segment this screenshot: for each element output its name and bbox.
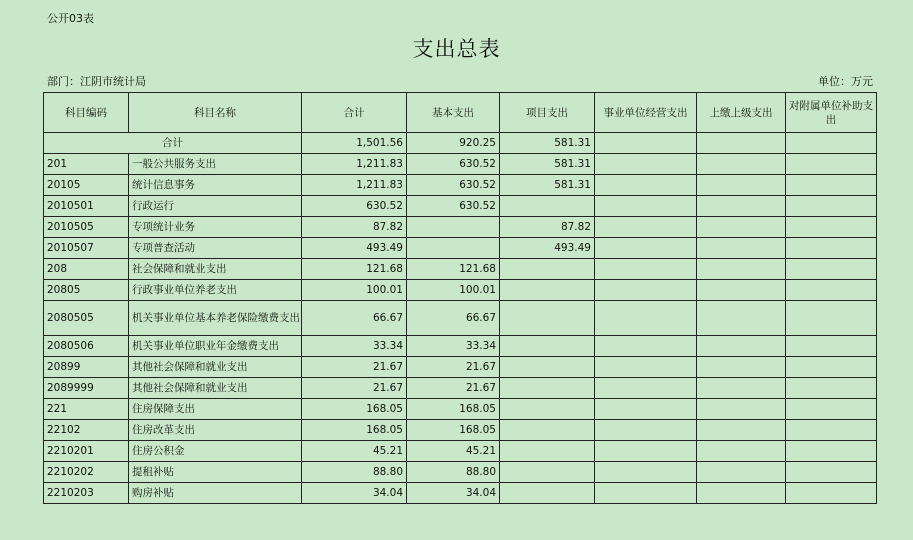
code-cell: 2080505: [44, 301, 129, 336]
basic-cell: 88.80: [407, 462, 500, 483]
upper-cell: [697, 420, 786, 441]
table-row: [44, 483, 877, 504]
business-cell: [595, 378, 697, 399]
upper-cell: [697, 399, 786, 420]
project-cell: [500, 301, 595, 336]
table-row: [44, 280, 877, 301]
total-cell: 34.04: [302, 483, 407, 504]
subsidy-cell: [786, 357, 877, 378]
total-cell: 100.01: [302, 280, 407, 301]
total-cell: 630.52: [302, 196, 407, 217]
project-cell: [500, 196, 595, 217]
basic-cell: 168.05: [407, 399, 500, 420]
name-cell: 其他社会保障和就业支出: [129, 357, 302, 378]
subsidy-cell: [786, 217, 877, 238]
subsidy-cell: [786, 336, 877, 357]
total-cell-upper: [697, 133, 786, 154]
name-cell: 专项普查活动: [129, 238, 302, 259]
code-cell: 20805: [44, 280, 129, 301]
project-cell: [500, 462, 595, 483]
subsidy-cell: [786, 238, 877, 259]
total-cell-basic: 920.25: [407, 133, 500, 154]
business-cell: [595, 420, 697, 441]
project-cell: [500, 483, 595, 504]
upper-cell: [697, 357, 786, 378]
basic-cell: 630.52: [407, 154, 500, 175]
table-header-row: [44, 93, 877, 133]
basic-cell: 33.34: [407, 336, 500, 357]
name-cell: 住房公积金: [129, 441, 302, 462]
table-row: [44, 357, 877, 378]
total-cell: 168.05: [302, 399, 407, 420]
total-cell-total: 1,501.56: [302, 133, 407, 154]
column-header-business: 事业单位经营支出: [595, 93, 697, 133]
upper-cell: [697, 336, 786, 357]
business-cell: [595, 259, 697, 280]
table-row: [44, 420, 877, 441]
project-cell: [500, 378, 595, 399]
project-cell: 581.31: [500, 175, 595, 196]
total-row: [44, 133, 877, 154]
subsidy-cell: [786, 399, 877, 420]
business-cell: [595, 441, 697, 462]
unit-label: 单位：万元: [818, 75, 873, 88]
upper-cell: [697, 154, 786, 175]
business-cell: [595, 399, 697, 420]
project-cell: [500, 399, 595, 420]
name-cell: 机关事业单位职业年金缴费支出: [129, 336, 302, 357]
total-cell-business: [595, 133, 697, 154]
upper-cell: [697, 462, 786, 483]
basic-cell: 100.01: [407, 280, 500, 301]
table-row: [44, 259, 877, 280]
upper-cell: [697, 196, 786, 217]
code-cell: 2010501: [44, 196, 129, 217]
code-cell: 221: [44, 399, 129, 420]
column-header-total: 合计: [302, 93, 407, 133]
subsidy-cell: [786, 378, 877, 399]
total-cell: 45.21: [302, 441, 407, 462]
business-cell: [595, 217, 697, 238]
total-cell: 21.67: [302, 357, 407, 378]
subsidy-cell: [786, 301, 877, 336]
project-cell: [500, 420, 595, 441]
project-cell: [500, 259, 595, 280]
basic-cell: 630.52: [407, 196, 500, 217]
total-cell: 88.80: [302, 462, 407, 483]
table-row: [44, 238, 877, 259]
business-cell: [595, 196, 697, 217]
table-row: [44, 217, 877, 238]
column-header-upper: 上缴上级支出: [697, 93, 786, 133]
upper-cell: [697, 483, 786, 504]
project-cell: [500, 336, 595, 357]
subsidy-cell: [786, 154, 877, 175]
table-row: [44, 441, 877, 462]
column-header-code: 科目编码: [44, 93, 129, 133]
table-row: [44, 154, 877, 175]
subsidy-cell: [786, 441, 877, 462]
basic-cell: 121.68: [407, 259, 500, 280]
project-cell: [500, 357, 595, 378]
column-header-project: 项目支出: [500, 93, 595, 133]
total-cell-project: 581.31: [500, 133, 595, 154]
project-cell: 87.82: [500, 217, 595, 238]
total-cell: 33.34: [302, 336, 407, 357]
total-cell: 1,211.83: [302, 175, 407, 196]
basic-cell: 21.67: [407, 378, 500, 399]
total-cell: 66.67: [302, 301, 407, 336]
table-row: [44, 336, 877, 357]
project-cell: 581.31: [500, 154, 595, 175]
name-cell: 其他社会保障和就业支出: [129, 378, 302, 399]
upper-cell: [697, 259, 786, 280]
subsidy-cell: [786, 483, 877, 504]
basic-cell: 66.67: [407, 301, 500, 336]
business-cell: [595, 280, 697, 301]
table-row: [44, 378, 877, 399]
name-cell: 行政事业单位养老支出: [129, 280, 302, 301]
code-cell: 2010507: [44, 238, 129, 259]
name-cell: 社会保障和就业支出: [129, 259, 302, 280]
basic-cell: [407, 238, 500, 259]
name-cell: 一般公共服务支出: [129, 154, 302, 175]
total-cell: 168.05: [302, 420, 407, 441]
project-cell: [500, 280, 595, 301]
business-cell: [595, 462, 697, 483]
business-cell: [595, 238, 697, 259]
table-row: [44, 175, 877, 196]
business-cell: [595, 336, 697, 357]
name-cell: 行政运行: [129, 196, 302, 217]
subsidy-cell: [786, 175, 877, 196]
subsidy-cell: [786, 420, 877, 441]
department-label: 部门：江阴市统计局: [47, 75, 146, 88]
subsidy-cell: [786, 280, 877, 301]
basic-cell: 630.52: [407, 175, 500, 196]
column-header-subsidy: 对附属单位补助支出: [786, 93, 877, 133]
table-row: [44, 196, 877, 217]
subsidy-cell: [786, 259, 877, 280]
upper-cell: [697, 378, 786, 399]
table-row: [44, 301, 877, 336]
upper-cell: [697, 301, 786, 336]
table-row: [44, 399, 877, 420]
total-cell: 1,211.83: [302, 154, 407, 175]
upper-cell: [697, 441, 786, 462]
basic-cell: 34.04: [407, 483, 500, 504]
name-cell: 专项统计业务: [129, 217, 302, 238]
form-code: 公开03表: [47, 12, 94, 25]
basic-cell: 45.21: [407, 441, 500, 462]
upper-cell: [697, 217, 786, 238]
basic-cell: 168.05: [407, 420, 500, 441]
total-cell: 121.68: [302, 259, 407, 280]
name-cell: 机关事业单位基本养老保险缴费支出: [129, 301, 302, 336]
code-cell: 208: [44, 259, 129, 280]
name-cell: 购房补贴: [129, 483, 302, 504]
code-cell: 2210203: [44, 483, 129, 504]
project-cell: 493.49: [500, 238, 595, 259]
code-cell: 2210201: [44, 441, 129, 462]
column-header-basic: 基本支出: [407, 93, 500, 133]
subsidy-cell: [786, 196, 877, 217]
total-cell-subsidy: [786, 133, 877, 154]
code-cell: 2210202: [44, 462, 129, 483]
code-cell: 20899: [44, 357, 129, 378]
upper-cell: [697, 280, 786, 301]
column-header-name: 科目名称: [129, 93, 302, 133]
code-cell: 201: [44, 154, 129, 175]
name-cell: 统计信息事务: [129, 175, 302, 196]
code-cell: 20105: [44, 175, 129, 196]
business-cell: [595, 357, 697, 378]
name-cell: 提租补贴: [129, 462, 302, 483]
subsidy-cell: [786, 462, 877, 483]
table-row: [44, 462, 877, 483]
business-cell: [595, 301, 697, 336]
upper-cell: [697, 175, 786, 196]
project-cell: [500, 441, 595, 462]
code-cell: 22102: [44, 420, 129, 441]
name-cell: 住房改革支出: [129, 420, 302, 441]
code-cell: 2089999: [44, 378, 129, 399]
page-title: 支出总表: [412, 37, 501, 61]
total-label: 合计: [44, 133, 302, 154]
business-cell: [595, 175, 697, 196]
business-cell: [595, 483, 697, 504]
total-cell: 87.82: [302, 217, 407, 238]
basic-cell: 21.67: [407, 357, 500, 378]
code-cell: 2080506: [44, 336, 129, 357]
total-cell: 21.67: [302, 378, 407, 399]
business-cell: [595, 154, 697, 175]
upper-cell: [697, 238, 786, 259]
expenditure-table: [43, 92, 877, 504]
name-cell: 住房保障支出: [129, 399, 302, 420]
total-cell: 493.49: [302, 238, 407, 259]
basic-cell: [407, 217, 500, 238]
code-cell: 2010505: [44, 217, 129, 238]
